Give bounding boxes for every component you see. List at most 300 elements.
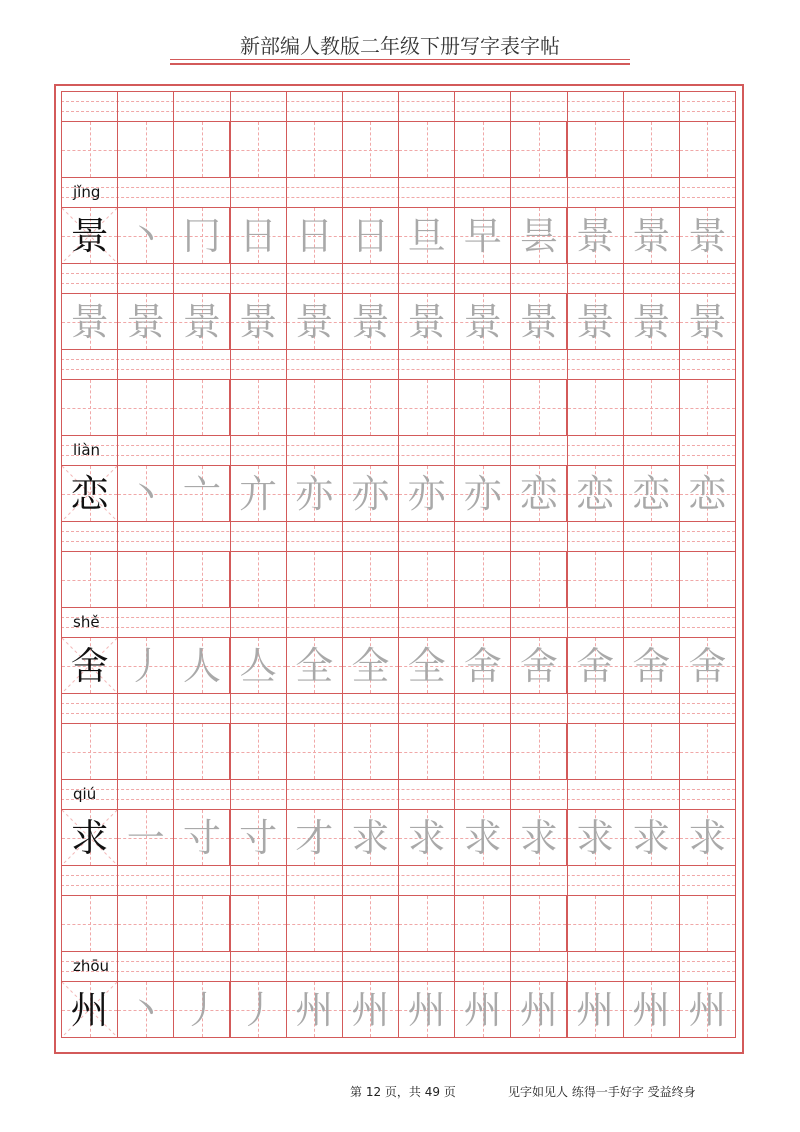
blank-cell[interactable]	[454, 723, 511, 780]
cell-guide-horizontal	[62, 150, 117, 151]
pinyin-column-line	[510, 521, 511, 551]
blank-cell[interactable]	[567, 551, 624, 608]
pinyin-column-line	[398, 177, 399, 207]
stroke-order-cell[interactable]	[398, 465, 455, 522]
stroke-order-step: 求	[519, 815, 558, 860]
cell-guide-horizontal	[118, 752, 173, 753]
stroke-order-cell[interactable]	[230, 207, 287, 264]
stroke-order-cell[interactable]	[567, 207, 624, 264]
stroke-order-cell[interactable]	[454, 207, 511, 264]
pinyin-column-line	[567, 607, 568, 637]
cell-guide-horizontal	[231, 580, 286, 581]
pinyin-column-line	[61, 91, 62, 121]
stroke-order-step: 舍	[519, 643, 558, 688]
pinyin-label: qiú	[73, 785, 97, 803]
stroke-order-cell[interactable]	[286, 809, 343, 866]
stroke-order-step: 景	[688, 213, 727, 258]
pinyin-column-line	[286, 349, 287, 379]
pinyin-column-line	[679, 263, 680, 293]
stroke-order-step: 亼	[239, 643, 278, 688]
pinyin-column-line	[117, 91, 118, 121]
pinyin-column-line	[117, 263, 118, 293]
blank-cell[interactable]	[510, 895, 567, 952]
blank-cell[interactable]	[623, 379, 680, 436]
pinyin-column-line	[510, 349, 511, 379]
stroke-order-step: 州	[351, 987, 390, 1032]
stroke-order-cell[interactable]	[286, 465, 343, 522]
blank-cell[interactable]	[679, 379, 736, 436]
practice-grid	[61, 91, 735, 1046]
cell-guide-horizontal	[624, 752, 679, 753]
tracing-cell[interactable]	[398, 293, 455, 350]
pinyin-column-line	[735, 607, 736, 637]
cell-guide-horizontal	[624, 150, 679, 151]
stroke-order-cell[interactable]	[173, 465, 230, 522]
tracing-cell[interactable]	[679, 293, 736, 350]
pinyin-column-line	[230, 263, 231, 293]
pinyin-column-line	[398, 693, 399, 723]
blank-cell[interactable]	[286, 723, 343, 780]
pinyin-column-line	[173, 177, 174, 207]
blank-cell[interactable]	[398, 551, 455, 608]
tracing-character: 景	[126, 299, 165, 344]
pinyin-label: shě	[73, 613, 100, 631]
blank-cell[interactable]	[398, 895, 455, 952]
stroke-order-cell[interactable]	[510, 981, 567, 1038]
tracing-character: 景	[688, 299, 727, 344]
blank-cell[interactable]	[173, 379, 230, 436]
pinyin-column-line	[454, 91, 455, 121]
stroke-order-cell[interactable]	[679, 981, 736, 1038]
pinyin-column-line	[567, 693, 568, 723]
pinyin-column-line	[61, 607, 62, 637]
blank-cell[interactable]	[454, 379, 511, 436]
stroke-order-cell[interactable]	[230, 809, 287, 866]
stroke-order-cell[interactable]	[567, 981, 624, 1038]
pinyin-column-line	[623, 435, 624, 465]
pinyin-column-line	[230, 607, 231, 637]
pinyin-column-line	[567, 779, 568, 809]
stroke-order-cell[interactable]	[454, 637, 511, 694]
blank-cell[interactable]	[679, 121, 736, 178]
blank-cell[interactable]	[567, 379, 624, 436]
cell-guide-horizontal	[118, 150, 173, 151]
pinyin-column-line	[61, 349, 62, 379]
pinyin-column-line	[173, 521, 174, 551]
blank-cell[interactable]	[567, 895, 624, 952]
blank-cell[interactable]	[61, 379, 118, 436]
cell-guide-horizontal	[118, 580, 173, 581]
pinyin-row	[61, 263, 735, 293]
pinyin-column-line	[173, 263, 174, 293]
stroke-order-cell[interactable]	[510, 207, 567, 264]
stroke-order-cell[interactable]	[510, 809, 567, 866]
stroke-order-step: 日	[295, 213, 334, 258]
pinyin-column-line	[679, 349, 680, 379]
pinyin-row	[61, 865, 735, 895]
blank-cell[interactable]	[454, 551, 511, 608]
stroke-order-step: 全	[407, 643, 446, 688]
pinyin-column-line	[454, 951, 455, 981]
stroke-order-cell[interactable]	[623, 981, 680, 1038]
cell-guide-horizontal	[231, 752, 286, 753]
stroke-order-cell[interactable]	[342, 637, 399, 694]
blank-cell[interactable]	[117, 379, 174, 436]
cell-guide-horizontal	[680, 408, 735, 409]
stroke-order-step: 求	[463, 815, 502, 860]
cell-guide-horizontal	[287, 150, 342, 151]
tracing-cell[interactable]	[623, 293, 680, 350]
stroke-order-step: 州	[519, 987, 558, 1032]
stroke-order-cell[interactable]	[510, 637, 567, 694]
blank-cell[interactable]	[230, 723, 287, 780]
stroke-order-cell[interactable]	[454, 981, 511, 1038]
stroke-order-step: 州	[463, 987, 502, 1032]
blank-cell[interactable]	[454, 121, 511, 178]
cell-guide-horizontal	[399, 752, 454, 753]
pinyin-label: liàn	[73, 441, 101, 459]
blank-cell[interactable]	[342, 723, 399, 780]
pinyin-column-line	[117, 951, 118, 981]
pinyin-column-line	[623, 693, 624, 723]
pinyin-column-line	[230, 177, 231, 207]
stroke-order-step: 丶	[126, 987, 165, 1032]
stroke-order-cell[interactable]	[117, 465, 174, 522]
stroke-order-cell[interactable]	[117, 809, 174, 866]
model-character: 景	[70, 213, 109, 258]
pinyin-column-line	[623, 91, 624, 121]
tracing-character: 景	[407, 299, 446, 344]
stroke-order-cell[interactable]	[398, 207, 455, 264]
blank-cell[interactable]	[510, 723, 567, 780]
cell-guide-horizontal	[455, 924, 510, 925]
pinyin-column-line	[173, 865, 174, 895]
pinyin-column-line	[117, 693, 118, 723]
stroke-order-step: 一	[126, 815, 165, 860]
pinyin-column-line	[286, 951, 287, 981]
stroke-order-step: 日	[239, 213, 278, 258]
cell-guide-horizontal	[399, 150, 454, 151]
pinyin-column-line	[623, 521, 624, 551]
blank-cell[interactable]	[510, 551, 567, 608]
pinyin-column-line	[510, 607, 511, 637]
tracing-character: 景	[239, 299, 278, 344]
blank-cell[interactable]	[286, 895, 343, 952]
pinyin-column-line	[510, 263, 511, 293]
stroke-order-cell[interactable]	[454, 465, 511, 522]
stroke-order-cell[interactable]	[173, 809, 230, 866]
stroke-order-step: 寸	[239, 815, 278, 860]
cell-guide-horizontal	[174, 150, 229, 151]
cell-guide-horizontal	[287, 408, 342, 409]
stroke-order-cell[interactable]	[173, 981, 230, 1038]
cell-guide-horizontal	[118, 924, 173, 925]
blank-cell[interactable]	[173, 121, 230, 178]
pinyin-column-line	[61, 693, 62, 723]
page-title: 新部编人教版二年级下册写字表字帖	[240, 34, 560, 58]
pinyin-column-line	[230, 865, 231, 895]
pinyin-row	[61, 91, 735, 121]
stroke-order-cell[interactable]	[567, 465, 624, 522]
tracing-cell[interactable]	[510, 293, 567, 350]
blank-cell[interactable]	[342, 895, 399, 952]
blank-cell[interactable]	[230, 121, 287, 178]
pinyin-column-line	[342, 435, 343, 465]
pinyin-column-line	[173, 349, 174, 379]
stroke-order-step: 恋	[576, 471, 615, 516]
pinyin-label: jǐng	[73, 183, 101, 201]
pinyin-column-line	[342, 349, 343, 379]
pinyin-column-line	[230, 349, 231, 379]
pinyin-column-line	[230, 951, 231, 981]
stroke-order-step: 舍	[688, 643, 727, 688]
cell-guide-horizontal	[118, 408, 173, 409]
pinyin-column-line	[398, 951, 399, 981]
pinyin-column-line	[454, 521, 455, 551]
stroke-order-cell[interactable]	[173, 637, 230, 694]
cell-guide-horizontal	[568, 752, 623, 753]
blank-cell[interactable]	[173, 551, 230, 608]
stroke-order-cell[interactable]	[342, 981, 399, 1038]
pinyin-column-line	[510, 951, 511, 981]
cell-guide-horizontal	[343, 752, 398, 753]
blank-cell[interactable]	[286, 551, 343, 608]
blank-cell[interactable]	[117, 895, 174, 952]
cell-guide-horizontal	[231, 150, 286, 151]
blank-cell[interactable]	[117, 551, 174, 608]
blank-cell[interactable]	[398, 121, 455, 178]
stroke-order-cell[interactable]	[117, 637, 174, 694]
tracing-cell[interactable]	[173, 293, 230, 350]
pinyin-column-line	[567, 951, 568, 981]
stroke-order-cell[interactable]	[398, 981, 455, 1038]
pinyin-column-line	[567, 865, 568, 895]
pinyin-column-line	[398, 91, 399, 121]
stroke-order-cell[interactable]	[230, 981, 287, 1038]
blank-cell[interactable]	[286, 121, 343, 178]
stroke-order-step: 景	[576, 213, 615, 258]
pinyin-column-line	[117, 607, 118, 637]
stroke-order-cell[interactable]	[679, 809, 736, 866]
pinyin-column-line	[342, 865, 343, 895]
blank-cell[interactable]	[398, 379, 455, 436]
cell-guide-horizontal	[231, 408, 286, 409]
cell-guide-horizontal	[680, 150, 735, 151]
cell-guide-horizontal	[511, 580, 566, 581]
pinyin-label: zhōu	[73, 957, 110, 975]
blank-cell[interactable]	[510, 379, 567, 436]
blank-cell[interactable]	[342, 551, 399, 608]
stroke-order-cell[interactable]	[623, 465, 680, 522]
cell-guide-horizontal	[174, 408, 229, 409]
title-underline	[170, 59, 630, 60]
pinyin-row	[61, 349, 735, 379]
stroke-order-step: 亦	[351, 471, 390, 516]
stroke-order-step: 亦	[407, 471, 446, 516]
pinyin-column-line	[567, 91, 568, 121]
cell-guide-horizontal	[455, 580, 510, 581]
blank-cell[interactable]	[61, 723, 118, 780]
tracing-cell[interactable]	[117, 293, 174, 350]
stroke-order-cell[interactable]	[61, 809, 118, 866]
stroke-order-cell[interactable]	[454, 809, 511, 866]
model-character: 恋	[70, 471, 109, 516]
stroke-order-cell[interactable]	[61, 465, 118, 522]
blank-cell[interactable]	[173, 895, 230, 952]
cell-guide-horizontal	[624, 408, 679, 409]
pinyin-column-line	[510, 91, 511, 121]
stroke-order-cell[interactable]	[173, 207, 230, 264]
pinyin-column-line	[398, 865, 399, 895]
cell-guide-horizontal	[62, 408, 117, 409]
pinyin-column-line	[342, 951, 343, 981]
pinyin-row	[61, 693, 735, 723]
stroke-order-cell[interactable]	[342, 809, 399, 866]
tracing-cell[interactable]	[454, 293, 511, 350]
blank-cell[interactable]	[61, 551, 118, 608]
pinyin-column-line	[61, 177, 62, 207]
pinyin-column-line	[398, 779, 399, 809]
stroke-order-cell[interactable]	[398, 637, 455, 694]
tracing-character: 景	[519, 299, 558, 344]
pinyin-column-line	[623, 951, 624, 981]
stroke-order-step: 早	[463, 213, 502, 258]
blank-cell[interactable]	[679, 551, 736, 608]
stroke-order-cell[interactable]	[342, 465, 399, 522]
stroke-order-cell[interactable]	[61, 637, 118, 694]
stroke-order-cell[interactable]	[117, 981, 174, 1038]
pinyin-column-line	[286, 779, 287, 809]
pinyin-column-line	[286, 521, 287, 551]
stroke-order-step: 昙	[519, 213, 558, 258]
blank-cell[interactable]	[61, 121, 118, 178]
stroke-order-step: 求	[576, 815, 615, 860]
blank-cell[interactable]	[342, 121, 399, 178]
pinyin-column-line	[623, 177, 624, 207]
blank-cell[interactable]	[567, 723, 624, 780]
pinyin-column-line	[510, 435, 511, 465]
cell-guide-horizontal	[343, 408, 398, 409]
blank-cell[interactable]	[679, 723, 736, 780]
pinyin-column-line	[735, 177, 736, 207]
blank-cell[interactable]	[342, 379, 399, 436]
stroke-order-step: 丶	[126, 213, 165, 258]
blank-cell[interactable]	[623, 723, 680, 780]
pinyin-column-line	[510, 693, 511, 723]
stroke-order-cell[interactable]	[286, 981, 343, 1038]
cell-guide-horizontal	[343, 924, 398, 925]
blank-cell[interactable]	[117, 121, 174, 178]
stroke-order-cell[interactable]	[342, 207, 399, 264]
blank-cell[interactable]	[117, 723, 174, 780]
blank-cell[interactable]	[173, 723, 230, 780]
blank-cell[interactable]	[398, 723, 455, 780]
pinyin-column-line	[735, 349, 736, 379]
pinyin-column-line	[454, 263, 455, 293]
tracing-cell[interactable]	[342, 293, 399, 350]
pinyin-row	[61, 435, 735, 465]
tracing-cell[interactable]	[61, 293, 118, 350]
stroke-order-cell[interactable]	[286, 207, 343, 264]
pinyin-column-line	[230, 435, 231, 465]
blank-cell[interactable]	[230, 895, 287, 952]
stroke-order-step: 州	[688, 987, 727, 1032]
tracing-cell[interactable]	[286, 293, 343, 350]
blank-cell[interactable]	[623, 551, 680, 608]
cell-guide-horizontal	[680, 580, 735, 581]
pinyin-column-line	[230, 91, 231, 121]
blank-cell[interactable]	[230, 551, 287, 608]
stroke-order-cell[interactable]	[510, 465, 567, 522]
stroke-order-cell[interactable]	[679, 465, 736, 522]
pinyin-column-line	[117, 435, 118, 465]
pinyin-column-line	[567, 349, 568, 379]
stroke-order-cell[interactable]	[623, 207, 680, 264]
pinyin-column-line	[286, 693, 287, 723]
cell-guide-horizontal	[680, 924, 735, 925]
pinyin-column-line	[679, 951, 680, 981]
pinyin-column-line	[61, 263, 62, 293]
blank-cell[interactable]	[454, 895, 511, 952]
pinyin-column-line	[567, 521, 568, 551]
stroke-order-cell[interactable]	[61, 981, 118, 1038]
pinyin-column-line	[61, 435, 62, 465]
stroke-order-step: 丿	[182, 987, 221, 1032]
stroke-order-step: 景	[632, 213, 671, 258]
stroke-order-cell[interactable]	[567, 809, 624, 866]
stroke-order-cell[interactable]	[286, 637, 343, 694]
blank-cell[interactable]	[286, 379, 343, 436]
stroke-order-cell[interactable]	[230, 637, 287, 694]
blank-cell[interactable]	[230, 379, 287, 436]
cell-guide-horizontal	[568, 150, 623, 151]
stroke-order-cell[interactable]	[623, 637, 680, 694]
tracing-cell[interactable]	[567, 293, 624, 350]
cell-guide-horizontal	[624, 924, 679, 925]
blank-cell[interactable]	[567, 121, 624, 178]
stroke-order-cell[interactable]	[117, 207, 174, 264]
stroke-order-cell[interactable]	[230, 465, 287, 522]
stroke-order-cell[interactable]	[679, 207, 736, 264]
cell-guide-horizontal	[455, 752, 510, 753]
stroke-order-cell[interactable]	[61, 207, 118, 264]
tracing-cell[interactable]	[230, 293, 287, 350]
pinyin-column-line	[286, 435, 287, 465]
blank-cell[interactable]	[623, 121, 680, 178]
blank-cell[interactable]	[61, 895, 118, 952]
pinyin-column-line	[735, 865, 736, 895]
blank-cell[interactable]	[510, 121, 567, 178]
pinyin-column-line	[735, 951, 736, 981]
pinyin-row	[61, 951, 735, 981]
pinyin-column-line	[679, 91, 680, 121]
pinyin-column-line	[735, 779, 736, 809]
cell-guide-horizontal	[62, 752, 117, 753]
stroke-order-cell[interactable]	[679, 637, 736, 694]
stroke-order-step: 旦	[407, 213, 446, 258]
blank-cell[interactable]	[623, 895, 680, 952]
pinyin-column-line	[510, 779, 511, 809]
stroke-order-step: 舍	[632, 643, 671, 688]
stroke-order-cell[interactable]	[623, 809, 680, 866]
stroke-order-cell[interactable]	[398, 809, 455, 866]
stroke-order-cell[interactable]	[567, 637, 624, 694]
pinyin-row	[61, 177, 735, 207]
cell-guide-horizontal	[624, 580, 679, 581]
blank-cell[interactable]	[679, 895, 736, 952]
cell-guide-horizontal	[62, 924, 117, 925]
cell-guide-horizontal	[511, 150, 566, 151]
